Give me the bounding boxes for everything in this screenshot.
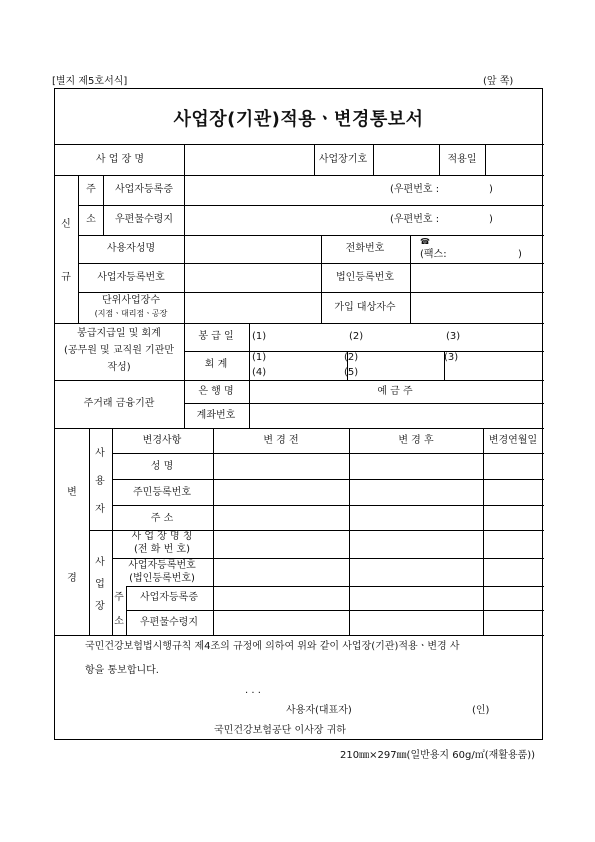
change-wp-name-label: 사 업 장 명 칭 [131,531,193,542]
account-no-label: 계좌번호 [196,410,236,421]
notice-line-2: 항을 통보합니다. [85,665,159,676]
seal-mark: (인) [472,705,490,716]
bank-label: 주거래 금융기관 [83,398,155,409]
divider [103,175,104,235]
fax-label: (팩스: [420,249,447,260]
form-number: [별지 제5호서식] [52,76,128,87]
postcode-close-2: ) [489,214,493,225]
divider [78,292,544,293]
change-item-header: 변경사항 [142,435,182,446]
workplace-char1: 사 [95,557,105,568]
change-rrn-label: 주민등록번호 [133,487,191,498]
divider [112,428,113,635]
divider [55,635,544,636]
divider [78,263,544,264]
phone-label: 전화번호 [345,243,385,254]
pay-label-2: (공무원 및 교직원 기관만 [63,345,175,356]
workplace-name-label: 사 업 장 명 [95,154,145,165]
user-char1: 사 [95,448,105,459]
divider [126,610,544,611]
divider [349,428,350,635]
divider [373,144,374,175]
payday-option-3: (3) [446,331,461,342]
divider [184,323,185,428]
divider [184,351,544,352]
accounting-label: 회 계 [204,359,228,370]
divider [89,428,90,635]
divider [321,235,322,323]
divider [184,144,185,175]
paper-spec: 210㎜×297㎜(일반용지 60g/㎡(재활용품)) [340,750,536,761]
divider [184,175,185,323]
postcode-field-2[interactable]: (우편번호 : [390,214,440,225]
unit-count-label: 단위사업장수 [102,295,160,306]
divider [55,175,544,176]
corp-reg-no-label: 법인등록번호 [336,272,394,283]
divider [485,144,486,175]
unit-count-note: (지점ㆍ대리점ㆍ공장 [94,309,168,318]
address-registered-label: 사업자등록증 [115,184,173,195]
change-wp-corp-label: (법인등록번호) [129,573,195,584]
members-count-label: 가입 대상자수 [334,302,396,313]
address-postal-label: 우편물수령지 [115,214,173,225]
user-char2: 용 [95,476,105,487]
change-wp-phone-label: (전 화 번 호) [134,544,190,555]
notification-form [54,88,543,740]
payday-label: 봉 급 일 [198,331,234,342]
divider [112,479,544,480]
divider [78,235,544,236]
section-new-char2: 규 [61,272,71,283]
form-title: 사업장(기관)적용ㆍ변경통보서 [173,109,424,130]
section-new-char1: 신 [61,219,71,230]
change-char1: 변 [67,487,77,498]
notice-line-1: 국민건강보험법시행규칙 제4조의 규정에 의하여 위와 같이 사업장(기관)적용ㆍ변경 사 [85,641,460,652]
divider [55,323,544,324]
change-after-header: 변 경 후 [398,435,434,446]
divider [126,586,544,587]
divider [78,175,79,323]
divider [112,453,544,454]
recipient-line: 국민건강보험공단 이사장 귀하 [214,725,346,736]
bank-name-label: 은 행 명 [198,386,234,397]
accounting-option-4: (4) [252,367,267,378]
postcode-field-1[interactable]: (우편번호 : [390,184,440,195]
workplace-symbol-label: 사업장기호 [318,154,368,165]
divider [112,558,544,559]
accounting-option-5: (5) [344,367,359,378]
wp-address-char2: 소 [114,616,124,627]
change-before-header: 변 경 전 [263,435,299,446]
change-char2: 경 [67,573,77,584]
apply-date-label: 적용일 [447,154,477,165]
payday-option-1: (1) [252,331,267,342]
depositor-label: 예 금 주 [377,386,413,397]
change-name-label: 성 명 [150,461,174,472]
pay-label-3: 작성) [107,362,131,373]
divider [126,586,127,635]
divider [184,403,544,404]
divider [55,428,544,429]
change-address-label: 주 소 [150,513,174,524]
divider [78,205,544,206]
user-char3: 자 [95,504,105,515]
workplace-char3: 장 [95,601,105,612]
change-date-header: 변경연월일 [488,435,538,446]
accounting-option-3: (3) [444,352,459,363]
change-addr-reg-label: 사업자등록증 [140,592,198,603]
signer-label: 사용자(대표자) [286,705,352,716]
payday-option-2: (2) [349,331,364,342]
divider [55,144,544,145]
biz-reg-no-label: 사업자등록번호 [97,272,165,283]
user-name-label: 사용자성명 [106,243,156,254]
divider [213,428,214,635]
pay-label-1: 봉급지급일 및 회계 [77,328,161,339]
divider [314,144,315,175]
divider [483,428,484,635]
divider [439,144,440,175]
postcode-close-1: ) [489,184,493,195]
change-addr-post-label: 우편물수령지 [140,617,198,628]
date-placeholder[interactable]: . . . [245,685,261,696]
divider [112,505,544,506]
page-side-label: (앞 쪽) [483,76,514,87]
wp-address-char1: 주 [114,592,124,603]
divider [249,323,250,428]
address-char1: 주 [86,184,96,195]
divider [55,380,544,381]
change-wp-reg-label: 사업자등록번호 [128,560,196,571]
phone-icon: ☎ [420,237,430,246]
fax-close: ) [518,249,522,260]
accounting-option-2: (2) [344,352,359,363]
workplace-char2: 업 [95,579,105,590]
accounting-option-1: (1) [252,352,267,363]
divider [410,235,411,323]
address-char2: 소 [86,214,96,225]
